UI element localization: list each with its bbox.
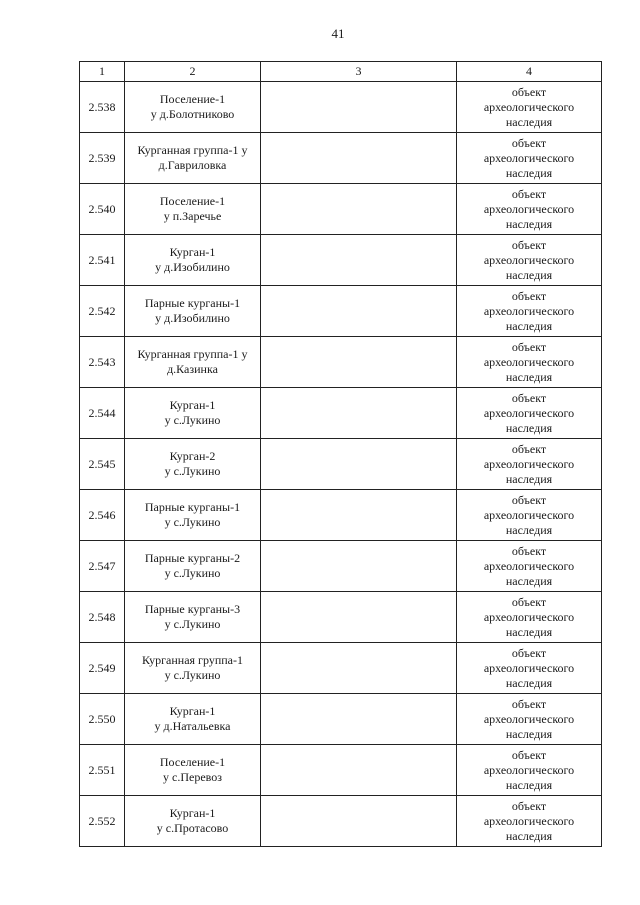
row-number-cell: 2.539 [80,133,125,184]
row-number-cell: 2.544 [80,388,125,439]
page-number: 41 [331,26,345,41]
row-number-cell: 2.540 [80,184,125,235]
table-row [80,235,602,286]
object-type-cell: объект археологического наследия [457,796,602,847]
column-3-cell [261,745,457,796]
table-row [80,184,602,235]
object-name-cell: Парные курганы-1 у с.Лукино [125,490,261,541]
object-type-cell: объект археологического наследия [457,235,602,286]
object-name-cell: Курган-1 у д.Натальевка [125,694,261,745]
row-number-cell: 2.546 [80,490,125,541]
row-number-cell: 2.552 [80,796,125,847]
column-3-cell [261,82,457,133]
object-type-cell: объект археологического наследия [457,337,602,388]
table-body [80,82,602,847]
object-type-cell: объект археологического наследия [457,286,602,337]
column-header-2: 2 [125,62,261,82]
object-name-cell: Курган-1 у д.Изобилино [125,235,261,286]
object-name-cell: Курган-1 у с.Протасово [125,796,261,847]
row-number-cell: 2.550 [80,694,125,745]
column-3-cell [261,184,457,235]
object-type-cell: объект археологического наследия [457,745,602,796]
table-row [80,643,602,694]
object-type-cell: объект археологического наследия [457,184,602,235]
object-type-cell: объект археологического наследия [457,694,602,745]
column-3-cell [261,490,457,541]
header-row [80,62,602,82]
table-header [80,62,602,82]
object-name-cell: Курган-2 у с.Лукино [125,439,261,490]
column-3-cell [261,286,457,337]
column-3-cell [261,592,457,643]
row-number-cell: 2.542 [80,286,125,337]
table-row [80,286,602,337]
object-name-cell: Поселение-1 у с.Перевоз [125,745,261,796]
object-type-cell: объект археологического наследия [457,490,602,541]
table-row [80,388,602,439]
object-type-cell: объект археологического наследия [457,133,602,184]
object-type-cell: объект археологического наследия [457,388,602,439]
object-name-cell: Парные курганы-3 у с.Лукино [125,592,261,643]
table-row [80,694,602,745]
heritage-table [79,61,602,847]
row-number-cell: 2.549 [80,643,125,694]
row-number-cell: 2.543 [80,337,125,388]
object-type-cell: объект археологического наследия [457,643,602,694]
table-row [80,796,602,847]
object-name-cell: Курганная группа-1 у д.Гавриловка [125,133,261,184]
row-number-cell: 2.541 [80,235,125,286]
table-row [80,82,602,133]
row-number-cell: 2.545 [80,439,125,490]
object-name-cell: Курганная группа-1 у д.Казинка [125,337,261,388]
table-row [80,337,602,388]
row-number-cell: 2.548 [80,592,125,643]
row-number-cell: 2.547 [80,541,125,592]
table-row [80,439,602,490]
row-number-cell: 2.538 [80,82,125,133]
column-3-cell [261,235,457,286]
column-header-3: 3 [261,62,457,82]
row-number-cell: 2.551 [80,745,125,796]
column-3-cell [261,439,457,490]
object-name-cell: Поселение-1 у д.Болотниково [125,82,261,133]
object-name-cell: Парные курганы-2 у с.Лукино [125,541,261,592]
object-type-cell: объект археологического наследия [457,541,602,592]
table-row [80,745,602,796]
object-name-cell: Парные курганы-1 у д.Изобилино [125,286,261,337]
object-name-cell: Курганная группа-1 у с.Лукино [125,643,261,694]
column-3-cell [261,694,457,745]
column-3-cell [261,337,457,388]
table-row [80,490,602,541]
table-row [80,133,602,184]
column-header-1: 1 [80,62,125,82]
table-row [80,541,602,592]
object-name-cell: Курган-1 у с.Лукино [125,388,261,439]
column-3-cell [261,133,457,184]
object-type-cell: объект археологического наследия [457,82,602,133]
object-name-cell: Поселение-1 у п.Заречье [125,184,261,235]
column-3-cell [261,796,457,847]
object-type-cell: объект археологического наследия [457,439,602,490]
object-type-cell: объект археологического наследия [457,592,602,643]
column-3-cell [261,541,457,592]
column-3-cell [261,388,457,439]
column-3-cell [261,643,457,694]
table-row [80,592,602,643]
column-header-4: 4 [457,62,602,82]
